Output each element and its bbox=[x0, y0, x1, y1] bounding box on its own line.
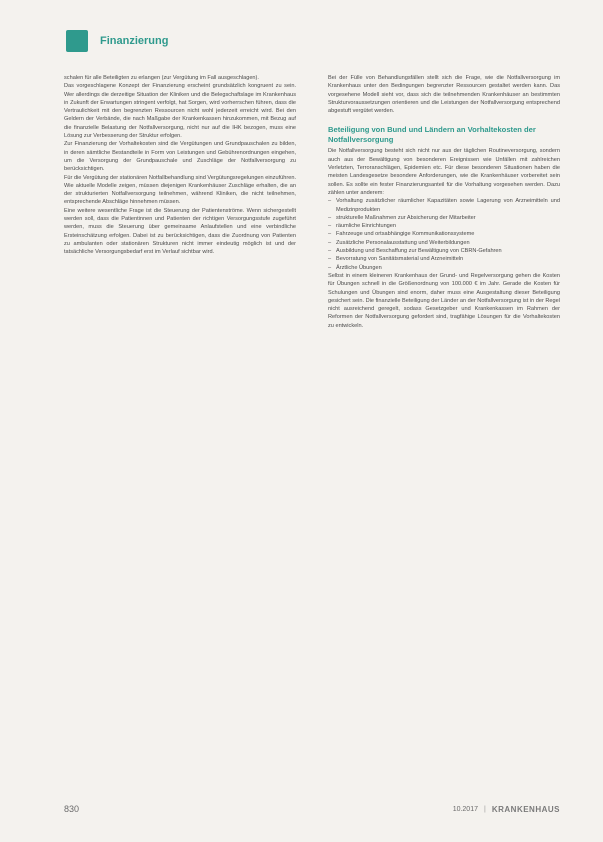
list-item: – Zusätzliche Personalausstattung und Weiterbildungen bbox=[328, 239, 560, 247]
page-number: 830 bbox=[64, 804, 80, 814]
paragraph: Selbst in einem kleineren Krankenhaus der Grund- und Regelversorgung gehen die Kosten für Übungen schnell in die Größenordnung von 100.000 € im Jahr. Gerade die Kosten für Schulungen und Übungen sind enorm, daher muss eine Ausgestaltung dieser Beteiligung gesichert sein. Die finanzielle Beteiligung der Länder an der Notfallversorgung ist in der Regel nicht ausreichend geregelt, sodass Gesetzgeber und Krankenkassen im Rahmen der Reformen der Notfallversorgung gefordert sind, tragfähige Lösungen für die Vorhaltekosten zu entwickeln. bbox=[328, 272, 560, 329]
paragraph: Eine weitere wesentliche Frage ist die Steuerung der Patientenströme. Wenn sichergestellt werden soll, dass die Patientinnen und Patienten der richtigen Versorgungsstufe zugeführt werden, muss die Steuerung über gemeinsame Anlaufstellen und eine verbindliche Ersteinschätzung erfolgen. Dabei ist zu berücksichtigen, dass die Zuordnung von Patienten zu ambulanten oder stationären Strukturen nicht immer eindeutig möglich ist und der tatsächliche Versorgungsbedarf erst im Verlauf sichtbar wird. bbox=[64, 207, 296, 256]
list-item: – Bevorratung von Sanitätsmaterial und Arzneimitteln bbox=[328, 255, 560, 263]
list-item: – Vorhaltung zusätzlicher räumlicher Kapazitäten sowie Lagerung von Arzneimitteln und Medizinprodukten bbox=[328, 197, 560, 214]
publication-logo: KRANKENHAUS bbox=[491, 804, 560, 814]
page-footer bbox=[64, 804, 560, 814]
section-color-marker bbox=[66, 30, 88, 52]
paragraph: Das vorgeschlagene Konzept der Finanzierung erscheint grundsätzlich kongruent zu sein. Wer allerdings die derzeitige Situation der Kliniken und die Belegschaftslage im Krankenhaus in Zukunft der Erwartungen stringent verfolgt, hat Sorgen, wird vorherrschen führen, dass die Vertraulichkeit mit den begrenzten Ressourcen nicht wohl jederzeit erreicht wird. Bei den Geldern der Verbände, die nach Maßgabe der Krankenkassen hinzukommen, mit Bezug auf die finanzielle Belastung der Notfallversorgung, nicht nur auf die IHK bezogen, muss eine Lösung zur Verbesserung der Struktur erfolgen. bbox=[64, 83, 296, 140]
footer-publication bbox=[453, 805, 560, 814]
section-header bbox=[66, 30, 168, 52]
right-column bbox=[328, 74, 560, 330]
footer-separator: | bbox=[484, 805, 486, 813]
paragraph: Zur Finanzierung der Vorhaltekosten sind die Vergütungen und Grundpauschalen zu bilden, in deren sämtliche Bestandteile in Form von Leistungen und Gebührenordnungen eingehen, um die Versorgung der Grundpauschale und Zuschläge der Notfallversorgung zu berücksichtigen. bbox=[64, 141, 296, 173]
section-heading: Beteiligung von Bund und Ländern an Vorhaltekosten der Notfallversorgung bbox=[328, 125, 536, 144]
list-item: – Ärztliche Übungen bbox=[328, 264, 560, 272]
list-item: – räumliche Einrichtungen bbox=[328, 222, 560, 230]
issue-date: 10.2017 bbox=[452, 805, 478, 813]
list-item: – Fahrzeuge und ortsabhängige Kommunikationssysteme bbox=[328, 230, 560, 238]
left-column bbox=[64, 74, 296, 257]
section-title: Finanzierung bbox=[100, 35, 169, 47]
paragraph: Die Notfallversorgung besteht sich nicht nur aus der täglichen Routineversorgung, sondern auch aus der Bewältigung von besonderen Ereignissen wie Unfällen mit zahlreichen Verletzten, Terroranschlägen, Epidemien etc. Für diese besonderen Situationen haben die meisten Landesgesetze besondere Anforderungen, wie die Krankenhäuser vorbereitet sein sollen. Es sollte ein fester Finanzierungsanteil für die Vorhaltung vorgesehen werden. Dazu zählen unter anderem: bbox=[328, 148, 560, 196]
list-item: – Ausbildung und Beschaffung zur Bewältigung von CBRN-Gefahren bbox=[328, 247, 560, 255]
paragraph: Für die Vergütung der stationären Notfallbehandlung sind Vergütungsregelungen einzuführen. Wie aktuelle Modelle zeigen, müssen diejenigen Krankenhäuser Zuschläge erhalten, die an der strukturierten Notfallversorgung teilnehmen, während Kliniken, die nicht teilnehmen, entsprechende Abschläge hinnehmen müssen. bbox=[64, 174, 296, 206]
bullet-list bbox=[328, 197, 560, 272]
paragraph: schalen für alle Beteiligten zu erlangen (zur Vergütung im Fall ausgeschlagen). bbox=[64, 75, 259, 81]
paragraph: Bei der Fülle von Behandlungsfällen stellt sich die Frage, wie die Notfallversorgung im Krankenhaus unter den Bedingungen begrenzter Ressourcen gestaltet werden kann. Das vorgesehene Modell sieht vor, dass sich die teilnehmenden Krankenhäuser an bestimmten Strukturvoraussetzungen orientieren und die Leistungen der Notfallversorgung entsprechend abgestuft vergütet werden. bbox=[328, 75, 560, 115]
list-item: – strukturelle Maßnahmen zur Absicherung der Mitarbeiter bbox=[328, 214, 560, 222]
